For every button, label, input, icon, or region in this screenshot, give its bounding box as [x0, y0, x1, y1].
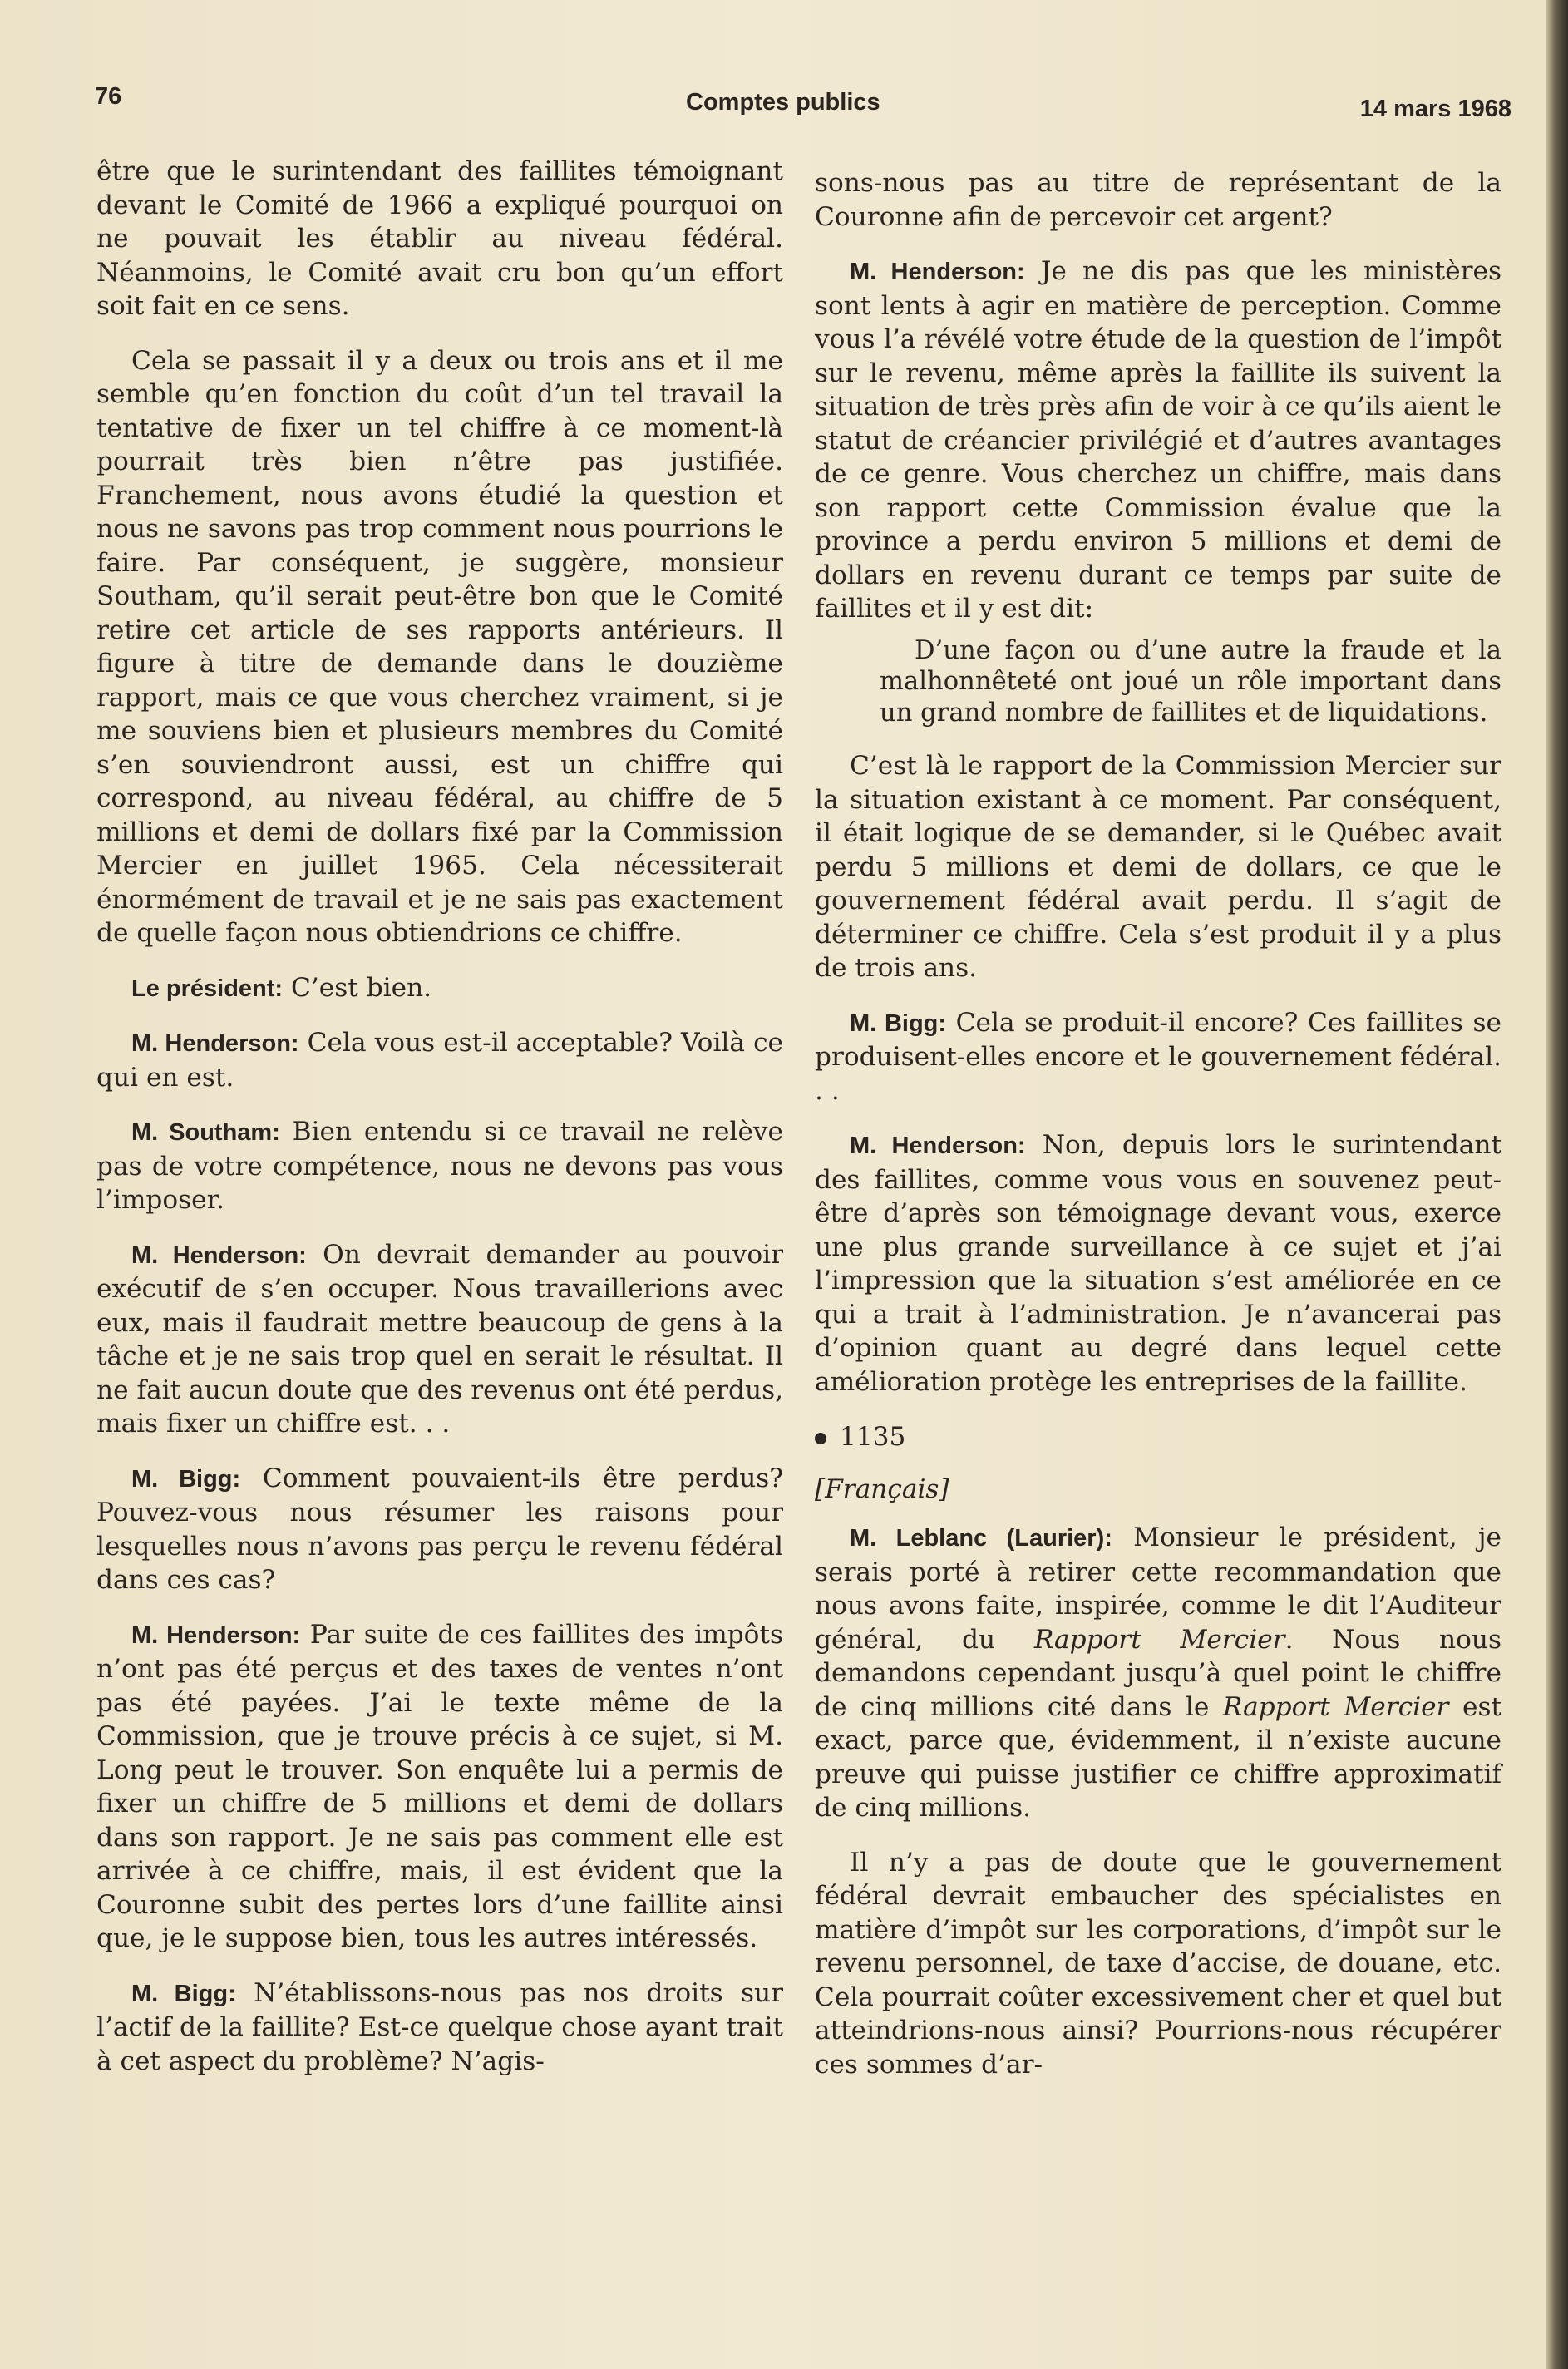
left-column: [96, 155, 783, 2099]
speech-text: Cela se produit-il encore? Ces faillites se produisent-elles encore et le gouvernement fédéral. . .: [815, 1007, 1501, 1106]
paragraph: Cela se passait il y a deux ou trois ans et il me semble qu’en fonction du coût d’un tel travail la tentative de fixer un tel chiffre à ce moment-là pourrait très bien n’être pas justifiée. Franchement, nous avons étudié la question et nous ne savons pas trop comment nous pourrions le faire. Par conséquent, je suggère, monsieur Southam, qu’il serait peut-être bon que le Comité retire cet article de ses rapports antérieurs. Il figure à titre de demande dans le douzième rapport, mais ce que vous cherchez vraiment, si je me souviens bien et plusieurs membres du Comité s’en souviendront aussi, est un chiffre qui correspond, au niveau fédéral, au chiffre de 5 millions et demi de dollars fixé par la Commission Mercier en juillet 1965. Cela nécessiterait énormément de travail et je ne sais pas exactement de quelle façon nous obtiendrions ce chiffre.: [96, 345, 783, 948]
bullet-dot-icon: [815, 1433, 826, 1444]
speaker-name: M. Henderson:: [131, 1241, 307, 1269]
speech-text: N’établissons-nous pas nos droits sur l’actif de la faillite? Est-ce quelque chose ayant trait à cet aspect du problème? N’agis-: [96, 1977, 783, 2076]
speaker-name: M. Southam:: [131, 1119, 280, 1146]
speaker-name: M. Bigg:: [131, 1465, 241, 1493]
speech: [96, 1618, 783, 1956]
speech: [815, 1128, 1501, 1399]
speech: [96, 1462, 783, 1597]
speech-text: Par suite de ces faillites des impôts n’ont pas été perçus et des taxes de ventes n’ont pas été payées. J’ai le texte même de la Commission, que je trouve précis à ce sujet, si M. Long peut le trouver. Son enquête lui a permis de fixer un chiffre de 5 millions et demi de dollars dans son rapport. Je ne sais pas comment elle est arrivée à ce chiffre, mais, il est évident que la Couronne subit des pertes lors d’une faillite ainsi que, je le suppose bien, tous les autres intéressés.: [96, 1619, 783, 1953]
speech-text: C’est bien.: [283, 972, 432, 1003]
speaker-name: M. Henderson:: [131, 1030, 299, 1057]
speech: [96, 1238, 783, 1441]
page-header: [83, 83, 1513, 133]
speech: [96, 1026, 783, 1094]
header-date: 14 mars 1968: [1359, 96, 1511, 122]
speech: [815, 254, 1501, 626]
speech: [96, 1115, 783, 1217]
speech: [815, 1006, 1501, 1108]
speaker-name: M. Bigg:: [131, 1980, 236, 2007]
speaker-name: M. Henderson:: [850, 259, 1025, 285]
paragraph: C’est là le rapport de la Commission Mercier sur la situation existant à ce moment. Par conséquent, il était logique de se demander, si le Québec avait perdu 5 millions et demi de dollars, ce que le gouvernement fédéral avait perdu. Il s’agit de déterminer ce chiffre. Cela s’est produit il y a plus de trois ans.: [815, 751, 1501, 983]
right-column: [815, 166, 1501, 2102]
running-title: Comptes publics: [686, 89, 880, 116]
report-title: Rapport Mercier: [1222, 1691, 1449, 1722]
speech-text: On devrait demander au pouvoir exécutif de s’en occuper. Nous travaillerions avec eux, mais il faudrait mettre beaucoup de gens à la tâche et je ne sais trop quel en serait le résultat. Il ne fait aucun doute que des revenus ont été perdus, mais fixer un chiffre est. . .: [96, 1239, 783, 1439]
speaker-name: M. Leblanc (Laurier):: [850, 1525, 1112, 1552]
speech-text: Je ne dis pas que les ministères sont lents à agir en matière de perception. Comme vous l’a révélé votre étude de la question de l’impôt sur le revenu, même après la faillite ils suivent la situation de très près afin de voir à ce qu’ils aient le statut de créancier privilégié et d’autres avantages de ce genre. Vous cherchez un chiffre, mais dans son rapport cette Commission évalue que la province a perdu environ 5 millions et demi de dollars en revenu durant ce temps par suite de faillites et il y est dit:: [815, 256, 1501, 624]
page-number: 76: [95, 83, 122, 110]
speech: [96, 1977, 783, 2079]
speaker-name: M. Henderson:: [850, 1133, 1026, 1159]
speech-text: Non, depuis lors le surintendant des faillites, comme vous vous en souvenez peut-être d’après son témoignage devant vous, exerce une plus grande surveillance à ce sujet et j’ai l’impression que la situation s’est améliorée en ce qui a trait à l’administration. Je n’avancerai pas d’opinion quant au degré dans lequel cette amélioration protège les entreprises de la faillite.: [815, 1130, 1501, 1397]
paragraph: sons-nous pas au titre de représentant de la Couronne afin de percevoir cet argent?: [815, 168, 1501, 232]
book-binding-shadow: [1546, 0, 1568, 2369]
speech-text: Monsieur le président, je serais porté à retirer cette recommandation que nous avons faite, inspirée, comme le dit l’Auditeur général, du: [815, 1523, 1502, 1655]
speech-text: Bien entendu si ce travail ne relève pas de votre compétence, nous ne devons pas vous l’imposer.: [96, 1117, 783, 1215]
speaker-name: M. Henderson:: [131, 1621, 301, 1649]
speech-text: est exact, parce que, évidemment, il n’existe aucune preuve qui puisse justifier ce chiffre approximatif de cinq millions.: [815, 1691, 1501, 1823]
speech: [815, 1521, 1501, 1825]
block-quote: D’une façon ou d’une autre la fraude et la malhonnêteté ont joué un rôle important dans un grand nombre de faillites et de liquidations.: [880, 635, 1501, 728]
speech-text: . Nous nous demandons cependant jusqu’à quel point le chiffre de cinq millions cité dans le: [815, 1624, 1501, 1722]
speaker-name: Le président:: [131, 975, 284, 1002]
speech-text: Comment pouvaient-ils être perdus? Pouvez-vous nous résumer les raisons pour lesquelles nous n’avons pas perçu le revenu fédéral dans ces cas?: [96, 1463, 784, 1595]
report-title: Rapport Mercier: [1033, 1624, 1285, 1655]
speaker-name: M. Bigg:: [850, 1009, 947, 1037]
language-marker: [Français]: [815, 1473, 949, 1504]
paragraph: être que le surintendant des faillites témoignant devant le Comité de 1966 a expliqué pourquoi on ne pouvait les établir au niveau fédéral. Néanmoins, le Comité avait cru bon qu’un effort soit fait en ce sens.: [96, 156, 783, 321]
speech: [96, 971, 783, 1006]
paragraph: Il n’y a pas de doute que le gouvernement fédéral devrait embaucher des spécialistes en matière d’impôt sur les corporations, d’impôt sur le revenu personnel, de taxe d’accise, de douane, etc. Cela pourrait coûter excessivement cher et quel but atteindrions-nous ainsi? Pourrions-nous récupérer ces sommes d’ar-: [815, 1847, 1501, 2080]
speech-text: Cela vous est-il acceptable? Voilà ce qui en est.: [96, 1028, 783, 1093]
time-marker-text: 1135: [840, 1422, 906, 1452]
time-marker: [815, 1420, 1501, 1454]
